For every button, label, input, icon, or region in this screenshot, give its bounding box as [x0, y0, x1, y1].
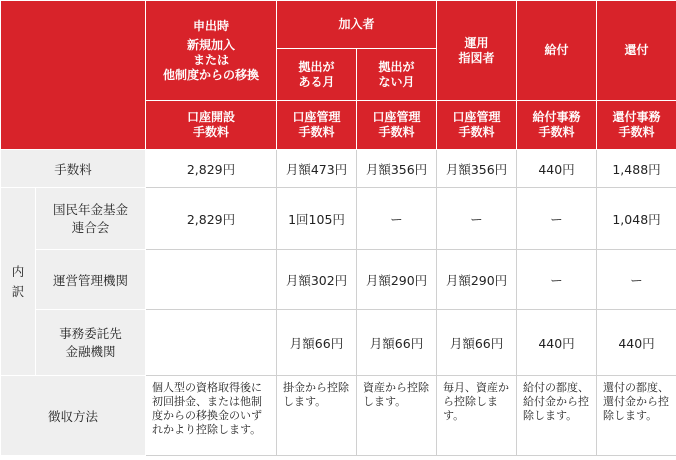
header-kyoshutsu-ari-line: 拠出が	[298, 59, 335, 74]
row-label-line: 国民年金基金	[52, 201, 128, 217]
fee-type-line: 還付事務	[612, 110, 661, 124]
fee-type-line: 手数料	[192, 125, 229, 139]
header-kyoshutsu-nashi-line: ない月	[378, 74, 415, 89]
fee-cell: ー	[517, 188, 597, 250]
fee-cell: ー	[437, 188, 517, 250]
fee-type-line: 口座管理	[372, 110, 421, 124]
uchiwake-char: 内	[11, 263, 25, 279]
header-kyoshutsu-nashi	[357, 49, 437, 101]
fee-type-kaisetsu	[146, 101, 277, 150]
fee-type-line: 口座開設	[186, 110, 235, 124]
fee-type-kanpu	[597, 101, 676, 150]
uchiwake-char: 訳	[11, 283, 25, 299]
fee-cell: ー	[597, 250, 676, 310]
row-label-line: 事務委託先	[59, 325, 122, 341]
row-label-kokumin	[36, 188, 146, 250]
fee-cell: ー	[517, 250, 597, 310]
fee-cell: 月額356円	[437, 150, 517, 188]
fee-type-line: 手数料	[458, 125, 495, 139]
row-label-tesuryo: 手数料	[1, 150, 146, 188]
fee-type-line: 口座管理	[292, 110, 341, 124]
fee-cell: 2,829円	[146, 150, 277, 188]
choshu-note: 還付の都度、還付金から控除します。	[597, 376, 676, 456]
choshu-note: 給付の都度、給付金から控除します。	[517, 376, 597, 456]
row-label-unei: 運営管理機関	[36, 250, 146, 310]
row-label-choshu: 徴収方法	[1, 376, 146, 456]
fee-type-line: 手数料	[538, 125, 575, 139]
fee-cell: 月額356円	[357, 150, 437, 188]
choshu-note: 資産から控除します。	[357, 376, 437, 456]
header-unyo	[437, 1, 517, 101]
fee-cell: 月額302円	[277, 250, 357, 310]
fee-cell: 月額66円	[437, 310, 517, 376]
header-shinshutsu-line: 新規加入	[186, 37, 235, 52]
fee-type-kanri-ari	[277, 101, 357, 150]
fee-type-kanri-unyo	[437, 101, 517, 150]
fee-cell: 月額290円	[437, 250, 517, 310]
row-label-jimu	[36, 310, 146, 376]
fee-cell: 1,048円	[597, 188, 676, 250]
header-shinshutsu-line: または	[192, 52, 229, 67]
fee-type-line: 口座管理	[452, 110, 501, 124]
fee-cell: 1回105円	[277, 188, 357, 250]
header-shinshutsu	[146, 1, 277, 101]
fee-cell	[146, 250, 277, 310]
fee-type-line: 給付事務	[532, 110, 581, 124]
header-shinshutsu-line: 他制度からの移換	[162, 67, 259, 82]
header-shinshutsu-line: 申出時	[192, 18, 229, 33]
fee-cell	[146, 310, 277, 376]
header-kyufu: 給付	[517, 1, 597, 101]
fee-type-kyufu	[517, 101, 597, 150]
fee-cell: 月額290円	[357, 250, 437, 310]
fee-cell: ー	[357, 188, 437, 250]
fee-type-line: 手数料	[298, 125, 335, 139]
header-kyoshutsu-ari	[277, 49, 357, 101]
header-unyo-line: 指図者	[458, 50, 495, 65]
fee-cell: 440円	[517, 310, 597, 376]
header-unyo-line: 運用	[464, 35, 489, 50]
header-kyoshutsu-ari-line: ある月	[298, 74, 335, 89]
fee-cell: 月額66円	[277, 310, 357, 376]
fee-cell: 2,829円	[146, 188, 277, 250]
row-label-line: 連合会	[71, 219, 110, 235]
fee-type-line: 手数料	[378, 125, 415, 139]
fee-cell: 月額473円	[277, 150, 357, 188]
fee-type-line: 手数料	[618, 125, 655, 139]
fee-cell: 月額66円	[357, 310, 437, 376]
choshu-note: 掛金から控除します。	[277, 376, 357, 456]
fee-type-kanri-nashi	[357, 101, 437, 150]
row-label-uchiwake	[1, 188, 36, 376]
fee-cell: 440円	[597, 310, 676, 376]
fee-cell: 440円	[517, 150, 597, 188]
header-kanpu: 還付	[597, 1, 676, 101]
choshu-note: 毎月、資産から控除します。	[437, 376, 517, 456]
header-corner	[1, 1, 146, 150]
choshu-note: 個人型の資格取得後に初回掛金、または他制度からの移換金のいずれかより控除します。	[146, 376, 277, 456]
row-label-line: 金融機関	[65, 343, 116, 359]
fee-cell: 1,488円	[597, 150, 676, 188]
header-kyoshutsu-nashi-line: 拠出が	[378, 59, 415, 74]
header-kanyusha: 加入者	[277, 1, 437, 49]
